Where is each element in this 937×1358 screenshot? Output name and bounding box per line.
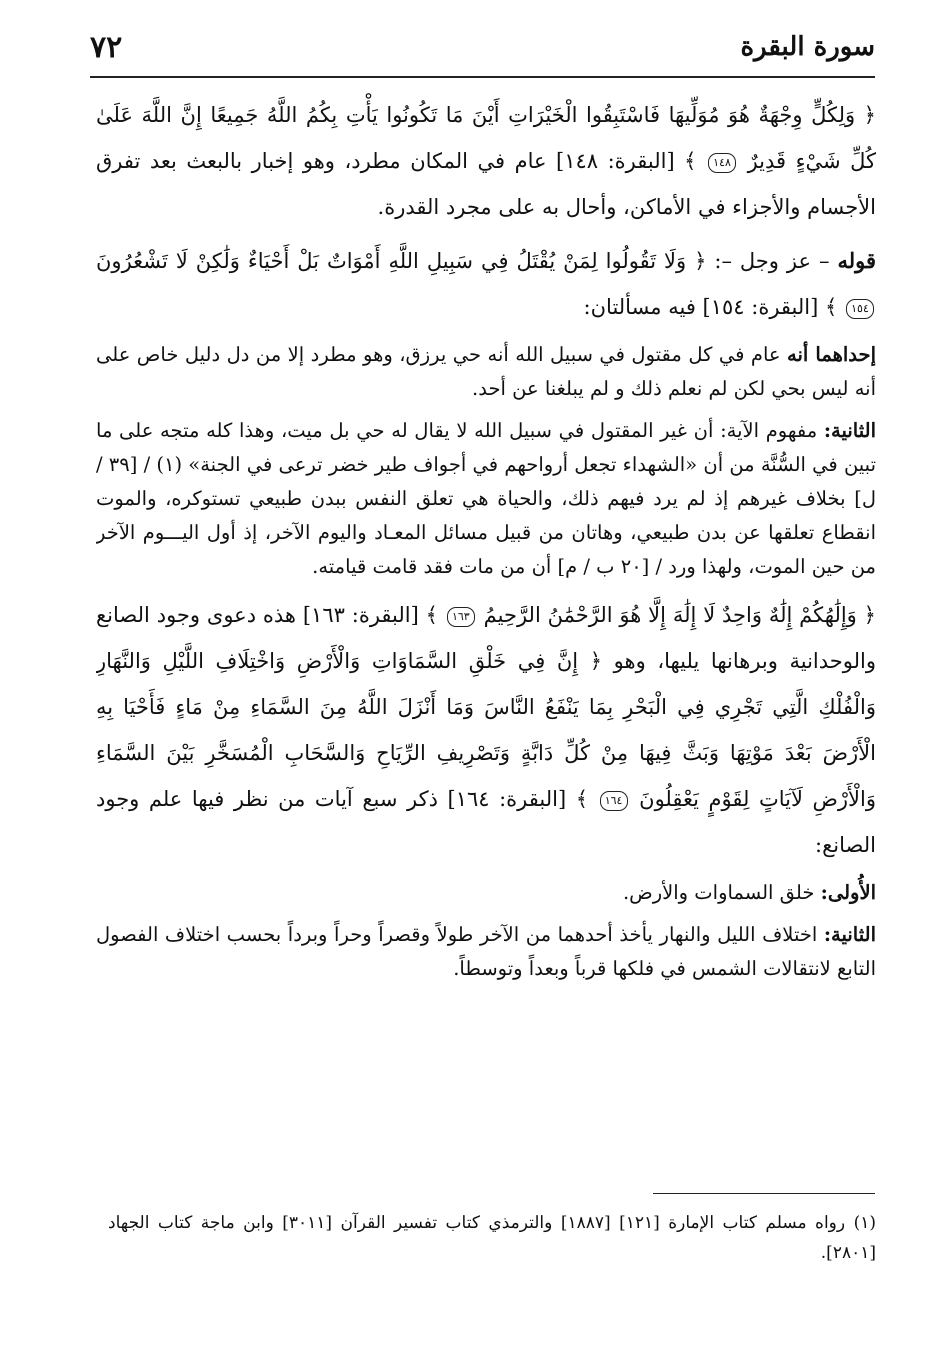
paragraph-lead: قوله — [837, 248, 876, 273]
paragraph-verse-163-164 — [96, 592, 876, 868]
paragraph-text: ﴾ [البقرة: ١٥٤] فيه مسألتان: — [583, 295, 838, 319]
paragraph-text: عام في كل مقتول في سبيل الله أنه حي يرزق، وهو مطرد إلا من دل دليل خاص على أنه ليس بحي لكن لم نعلم ذلك و لم يبلغنا عن أحد. — [96, 343, 876, 400]
ayah-number-mark: ١٦٣ — [447, 607, 475, 627]
paragraph-text: ﴾ [البقرة: ١٦٣] هذه دعوى وجود الصانع والوحدانية وبرهانها يليها، وهو — [96, 603, 876, 673]
quran-verse: ﴿ وَلِكُلٍّ وِجْهَةٌ هُوَ مُوَلِّيهَا فَاسْتَبِقُوا الْخَيْرَاتِ أَيْنَ مَا تَكُونُوا يَأْتِ بِكُمُ اللَّهُ جَمِيعًا إِنَّ اللَّهَ عَلَىٰ كُلِّ شَيْءٍ قَدِيرٌ — [96, 103, 876, 173]
ayah-number-mark: ١٤٨ — [708, 153, 736, 173]
paragraph-text: خلق السماوات والأرض. — [622, 881, 821, 904]
header-rule — [90, 76, 875, 78]
paragraph-lead: الأُولى: — [820, 881, 876, 904]
paragraph-second-issue — [96, 414, 876, 584]
paragraph-text: مفهوم الآية: أن غير المقتول في سبيل الله لا يقال له حي بل ميت، وهذا كله متجه على ما تبين في السُّنَّة من أن «الشهداء تجعل أرواحهم في أجواف طير خضر ترعى في الجنة» (١) / [٣٩ / ل] بخلاف غيرهم إذ لم يرد فيهم ذلك، والحياة هي تعلق النفس ببدن طبيعي تستوكره، والموت انقطاع تعلقها عن بدن طبيعي، وهاتان من قبيل مسائل المعـاد واليوم الآخر، إذ أول اليـــوم الآخر من حين الموت، ولهذا ورد / [٢٠ ب / م] أن من مات فقد قامت قيامته. — [96, 419, 876, 578]
paragraph-first-issue — [96, 338, 876, 406]
page-header — [90, 28, 875, 70]
paragraph-text: ﴾ [البقرة: ١٦٤] ذكر سبع آيات من نظر فيها علم وجود الصانع: — [96, 787, 876, 857]
footnote-rule — [653, 1193, 875, 1194]
paragraph-lead: إحداهما أنه — [787, 343, 876, 366]
page-body — [96, 92, 876, 1152]
paragraph-lead: الثانية: — [823, 419, 876, 442]
paragraph-verse-148 — [96, 92, 876, 230]
paragraph-lead: الثانية: — [823, 923, 876, 946]
page-number: ٧٢ — [90, 30, 123, 65]
paragraph-prefix: – عز وجل –: — [706, 249, 838, 273]
footnote: (١) رواه مسلم كتاب الإمارة [١٢١] [١٨٨٧] والترمذي كتاب تفسير القرآن [٣٠١١] وابن ماجة كتاب الجهاد [٢٨٠١]. — [108, 1213, 876, 1263]
surah-title: سورة البقرة — [740, 32, 875, 62]
quran-verse: ﴿ إِنَّ فِي خَلْقِ السَّمَاوَاتِ وَالْأَرْضِ وَاخْتِلَافِ اللَّيْلِ وَالنَّهَارِ وَالْفُلْكِ الَّتِي تَجْرِي فِي الْبَحْرِ بِمَا يَنْفَعُ النَّاسَ وَمَا أَنْزَلَ اللَّهُ مِنَ السَّمَاءِ مِنْ مَاءٍ فَأَحْيَا بِهِ الْأَرْضَ بَعْدَ مَوْتِهَا وَبَثَّ فِيهَا مِنْ كُلِّ دَابَّةٍ وَتَصْرِيفِ الرِّيَاحِ وَالسَّحَابِ الْمُسَخَّرِ بَيْنَ السَّمَاءِ وَالْأَرْضِ لَآيَاتٍ لِقَوْمٍ يَعْقِلُونَ — [96, 649, 876, 811]
paragraph-second-sign — [96, 918, 876, 986]
paragraph-verse-154 — [96, 238, 876, 330]
quran-verse: ﴿ وَلَا تَقُولُوا لِمَنْ يُقْتَلُ فِي سَبِيلِ اللَّهِ أَمْوَاتٌ بَلْ أَحْيَاءٌ وَلَٰكِنْ لَا تَشْعُرُونَ — [96, 249, 707, 273]
paragraph-text: اختلاف الليل والنهار يأخذ أحدهما من الآخر طولاً وقصراً وحراً وبرداً بحسب اختلاف الفصول التابع لانتقالات الشمس في فلكها قرباً وبعداً وتوسطاً. — [96, 923, 876, 980]
paragraph-first-sign — [96, 876, 876, 910]
ayah-number-mark: ١٥٤ — [846, 299, 874, 319]
paragraph-text: ﴾ [البقرة: ١٤٨] عام في المكان مطرد، وهو إخبار بالبعث بعد تفرق الأجسام والأجزاء في الأماكن، وأحال به على مجرد القدرة. — [96, 149, 876, 219]
ayah-number-mark: ١٦٤ — [600, 791, 628, 811]
quran-verse: ﴿ وَإِلَٰهُكُمْ إِلَٰهٌ وَاحِدٌ لَا إِلَٰهَ إِلَّا هُوَ الرَّحْمَٰنُ الرَّحِيمُ — [483, 603, 876, 627]
